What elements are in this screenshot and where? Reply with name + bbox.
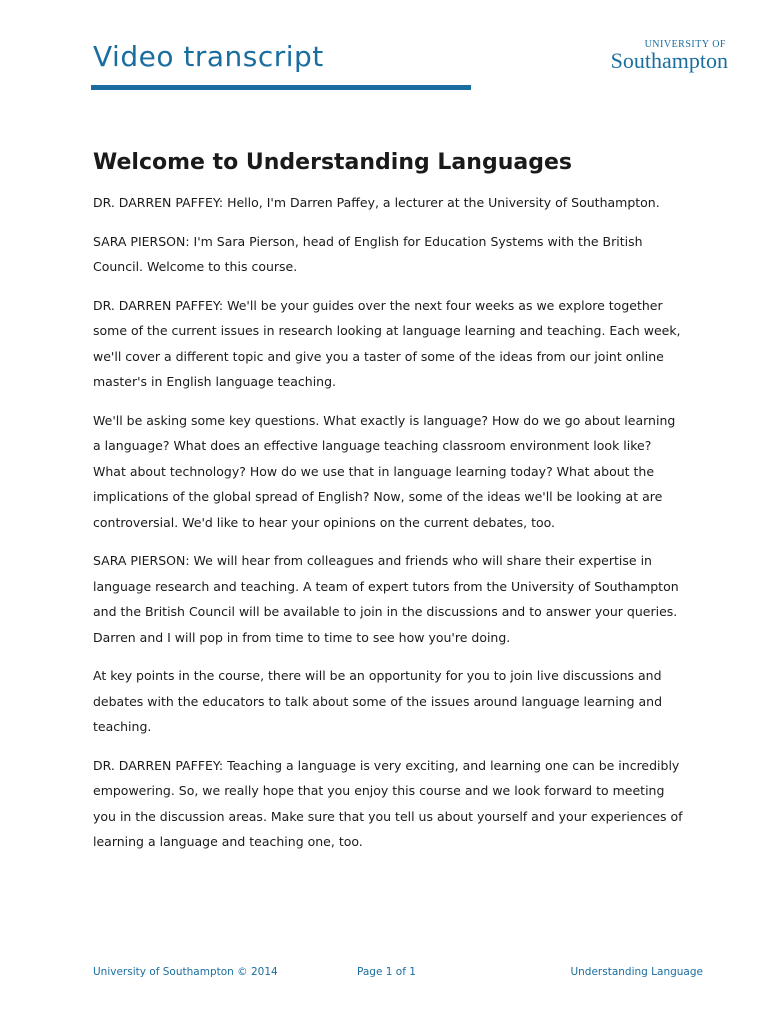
transcript-paragraph: DR. DARREN PAFFEY: We'll be your guides over the next four weeks as we explore together some of the current issues in research looking at language learning and teaching. Each week, we'll cover a different topic and give you a taster of some of the ideas from our joint online master's in English language teaching. bbox=[93, 297, 681, 389]
header-divider bbox=[91, 85, 471, 90]
logo-top-text: UNIVERSITY OF bbox=[644, 39, 726, 50]
transcript-body bbox=[93, 190, 683, 868]
transcript-paragraph: SARA PIERSON: We will hear from colleagues and friends who will share their expertise in language research and teaching. A team of expert tutors from the University of Southampton and the British Council will be available to join in the discussions and to answer your queries. Darren and I will pop in from time to time to see how you're doing. bbox=[93, 553, 679, 645]
transcript-paragraph: DR. DARREN PAFFEY: Hello, I'm Darren Paffey, a lecturer at the University of Southampton. bbox=[93, 195, 660, 210]
footer-page-number: Page 1 of 1 bbox=[357, 966, 416, 978]
footer-copyright: University of Southampton © 2014 bbox=[93, 966, 278, 978]
transcript-paragraph: At key points in the course, there will be an opportunity for you to join live discussions and debates with the educators to talk about some of the issues around language learning and teaching. bbox=[93, 668, 663, 734]
transcript-paragraph: We'll be asking some key questions. What exactly is language? How do we go about learning a language? What does an effective language teaching classroom environment look like? What about technology? How do we use that in language learning today? What about the implications of the global spread of English? Now, some of the ideas we'll be looking at are controversial. We'd like to hear your opinions on the current debates, too. bbox=[93, 412, 676, 530]
transcript-paragraph: SARA PIERSON: I'm Sara Pierson, head of English for Education Systems with the British Council. Welcome to this course. bbox=[93, 233, 643, 274]
university-logo bbox=[611, 40, 728, 72]
transcript-paragraph: DR. DARREN PAFFEY: Teaching a language is very exciting, and learning one can be incredibly empowering. So, we really hope that you enjoy this course and we look forward to meeting you in the discussion areas. Make sure that you tell us about yourself and your experiences of learning a language and teaching one, too. bbox=[93, 757, 683, 849]
document-title: Welcome to Understanding Languages bbox=[93, 150, 572, 175]
footer-course-name: Understanding Language bbox=[570, 966, 703, 978]
logo-main-text: Southampton bbox=[610, 48, 728, 73]
page-header-title: Video transcript bbox=[93, 40, 324, 73]
